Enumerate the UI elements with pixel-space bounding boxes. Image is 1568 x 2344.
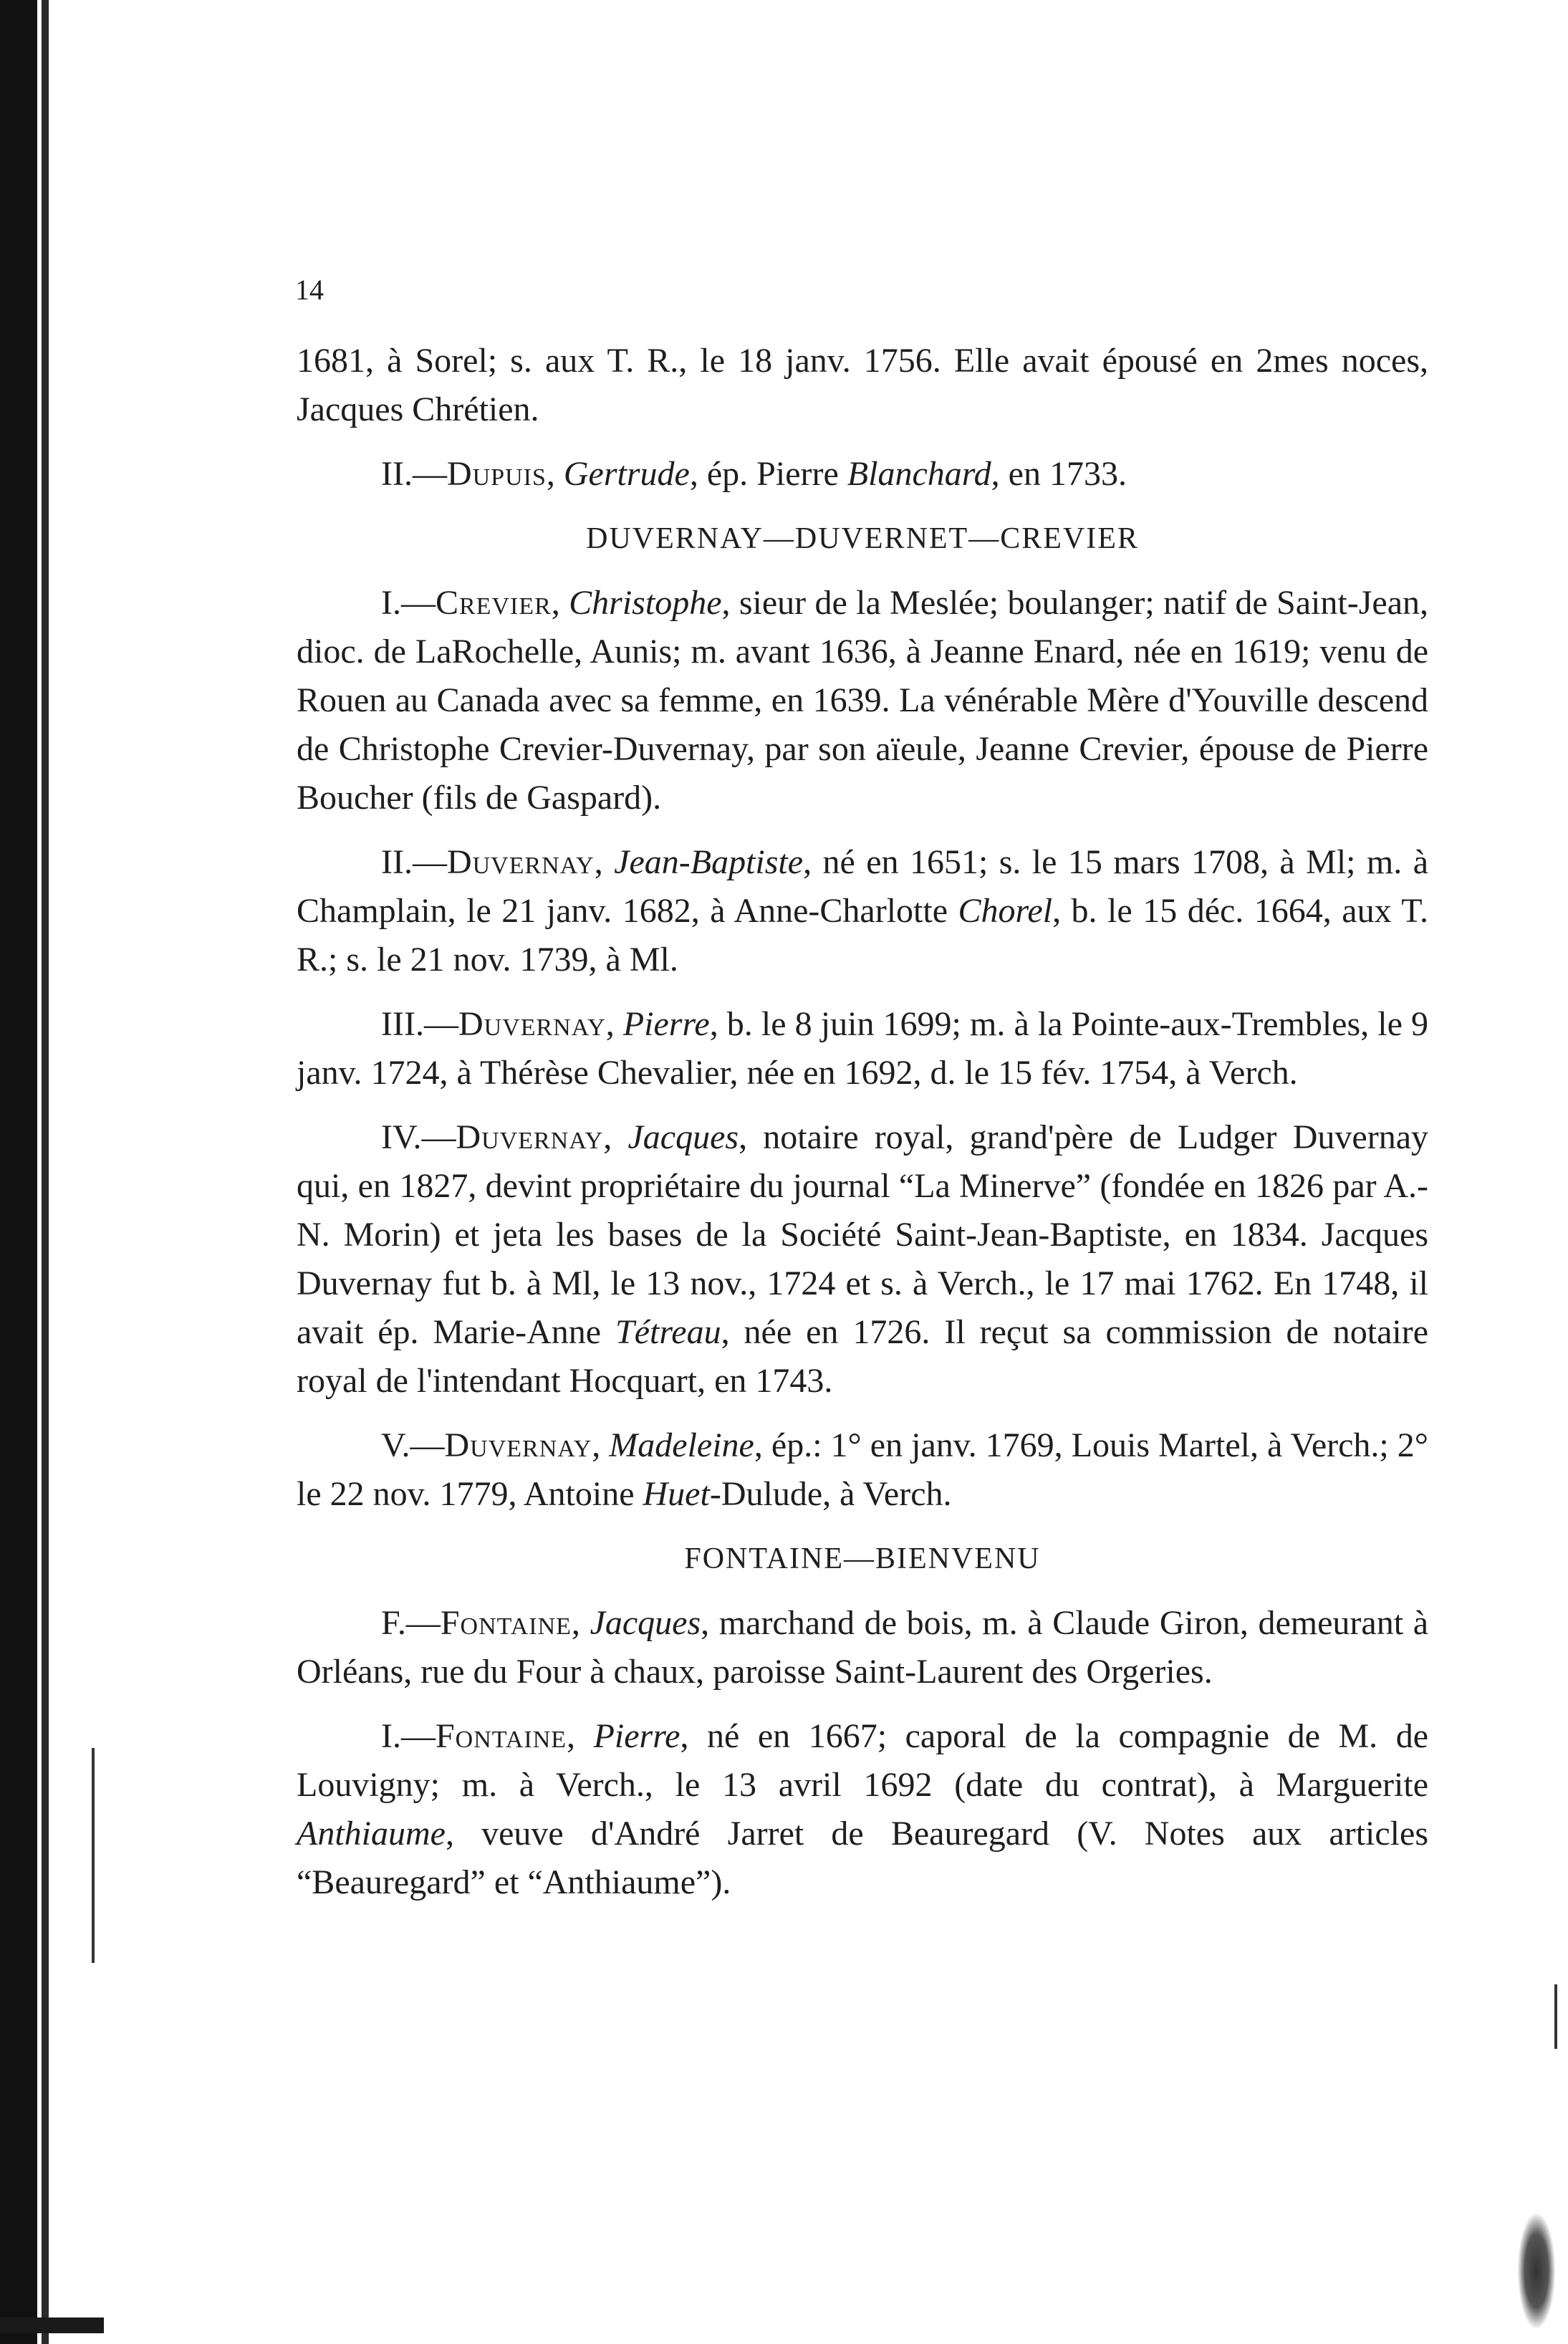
- entry-given-name: Jean-Baptiste: [614, 843, 804, 881]
- text-run: , notaire royal, grand'père de Ludger Duvernay qui, en 1827, devint propriétaire du journal “La Minerve” (fondée en 1826 par A.-N. Morin) et jeta les bases de la Société Saint-Jean-Baptiste, en 1834. Jacques Duvernay fut b. à Ml, le 13 nov., 1724 et s. à Verch., le 17 mai 1762. En 1748, il avait ép. Marie-Anne: [297, 1118, 1429, 1351]
- entry-given-name: Anthiaume: [297, 1815, 446, 1853]
- text-run: , b. le 15 déc. 1664, aux T. R.; s. le 21 nov. 1739, à Ml.: [297, 892, 1428, 979]
- text-run: ,: [551, 584, 569, 622]
- text-run: ,: [571, 1604, 590, 1642]
- entry-surname: Duvernay: [458, 1005, 606, 1043]
- entry-surname: Duvernay: [456, 1118, 604, 1156]
- text-run: II.—: [381, 843, 447, 881]
- body-paragraph: [297, 1000, 1428, 1097]
- text-run: ,: [567, 1717, 594, 1755]
- page-number: 14: [295, 274, 324, 306]
- text-run: , sieur de la Meslée; boulanger; natif de Saint-Jean, dioc. de LaRochelle, Aunis; m. avant 1636, à Jeanne Enard, née en 1619; venu de Rouen au Canada avec sa femme, en 1639. La vénérable Mère d'Youville descend de Christophe Crevier-Duvernay, par son aïeule, Jeanne Crevier, épouse de Pierre Boucher (fils de Gaspard).: [297, 584, 1429, 817]
- text-run: IV.—: [381, 1118, 456, 1156]
- entry-surname: Crevier: [435, 584, 552, 622]
- body-paragraph: [297, 450, 1428, 499]
- text-run: , marchand de bois, m. à Claude Giron, demeurant à Orléans, rue du Four à chaux, paroisse Saint-Laurent des Orgeries.: [297, 1604, 1429, 1691]
- section-heading: DUVERNAY—DUVERNET—CREVIER: [586, 522, 1139, 555]
- entry-given-name: Gertrude: [563, 455, 690, 493]
- text-run: , né en 1667; caporal de la compagnie de M. de Louvigny; m. à Verch., le 13 avril 1692 (date du contrat), à Marguerite: [297, 1717, 1429, 1804]
- text-block: [297, 337, 1428, 1923]
- text-run: ,: [546, 455, 564, 493]
- binding-edge: [0, 0, 37, 2344]
- entry-given-name: Jacques: [627, 1118, 739, 1156]
- text-run: ,: [592, 1426, 610, 1464]
- section-heading: FONTAINE—BIENVENU: [684, 1542, 1041, 1575]
- entry-given-name: Blanchard: [847, 455, 991, 493]
- text-run: 1681, à Sorel; s. aux T. R., le 18 janv. 1756. Elle avait épousé en 2mes noces, Jacques Chrétien.: [297, 342, 1428, 428]
- entry-surname: Fontaine: [435, 1717, 567, 1755]
- entry-surname: Duvernay: [444, 1426, 592, 1464]
- entry-given-name: Christophe: [569, 584, 722, 622]
- text-run: , b. le 8 juin 1699; m. à la Pointe-aux-Trembles, le 9 janv. 1724, à Thérèse Chevalier, née en 1692, d. le 15 fév. 1754, à Verch.: [297, 1005, 1429, 1092]
- entry-given-name: Tétreau: [615, 1313, 721, 1351]
- text-run: , ép. Pierre: [689, 455, 847, 493]
- entry-given-name: Pierre: [593, 1717, 680, 1755]
- binding-line: [42, 0, 49, 2344]
- text-run: , ép.: 1° en janv. 1769, Louis Martel, à Verch.; 2° le 22 nov. 1779, Antoine: [297, 1426, 1428, 1513]
- text-run: I.—: [381, 1717, 436, 1755]
- entry-given-name: Huet: [643, 1475, 710, 1513]
- text-run: , né en 1651; s. le 15 mars 1708, à Ml; m. à Champlain, le 21 janv. 1682, à Anne-Charlotte: [297, 843, 1428, 930]
- text-run: , veuve d'André Jarret de Beauregard (V. Notes aux articles “Beauregard” et “Anthiaume”).: [297, 1815, 1428, 1901]
- text-run: -Dulude, à Verch.: [709, 1475, 952, 1513]
- body-paragraph: [297, 838, 1428, 984]
- margin-mark-left: [92, 1748, 95, 1963]
- entry-given-name: Madeleine: [609, 1426, 754, 1464]
- text-run: I.—: [381, 584, 436, 622]
- corner-speck: [1518, 2214, 1555, 2328]
- text-run: III.—: [381, 1005, 458, 1043]
- body-paragraph: [297, 1421, 1428, 1519]
- text-run: II.—: [381, 455, 447, 493]
- margin-mark-right: [1554, 1984, 1557, 2049]
- text-run: ,: [603, 1118, 628, 1156]
- entry-surname: Dupuis: [446, 455, 547, 493]
- entry-given-name: Jacques: [590, 1604, 701, 1642]
- text-run: ,: [605, 1005, 623, 1043]
- binding-foot: [0, 2317, 104, 2333]
- entry-given-name: Chorel: [958, 892, 1053, 930]
- body-paragraph: [297, 1712, 1428, 1907]
- body-paragraph: [297, 579, 1428, 822]
- entry-given-name: Pierre: [622, 1005, 710, 1043]
- text-run: V.—: [381, 1426, 445, 1464]
- body-paragraph: [297, 1113, 1428, 1406]
- entry-surname: Fontaine: [440, 1604, 572, 1642]
- body-paragraph: [297, 1599, 1428, 1696]
- body-paragraph: [297, 337, 1428, 434]
- text-run: , en 1733.: [991, 455, 1127, 493]
- text-run: , née en 1726. Il reçut sa commission de notaire royal de l'intendant Hocquart, en 1743.: [297, 1313, 1428, 1400]
- entry-surname: Duvernay: [446, 843, 595, 881]
- text-run: F.—: [381, 1604, 441, 1642]
- text-run: ,: [594, 843, 615, 881]
